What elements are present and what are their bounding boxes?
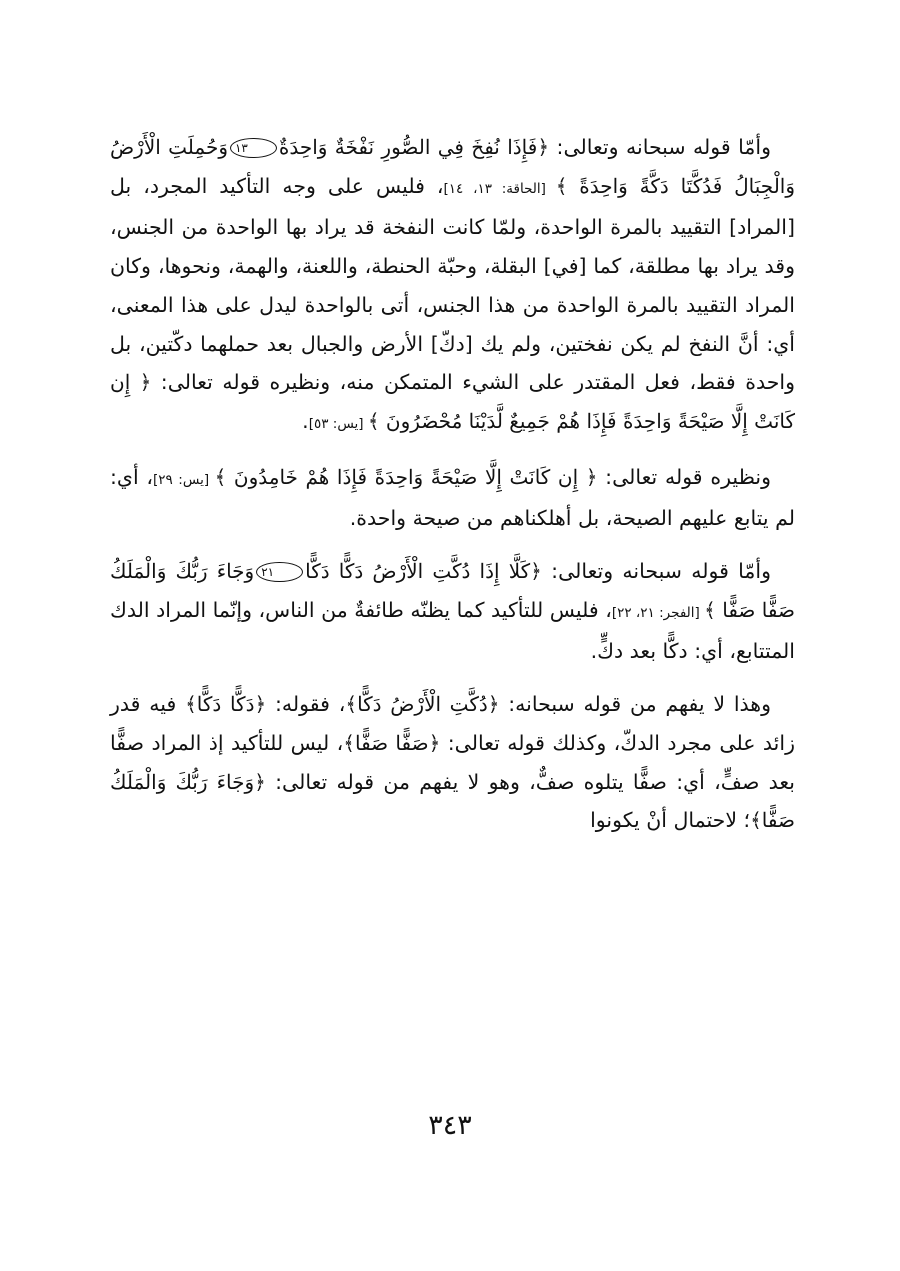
body-text: وأمّا قوله سبحانه وتعالى: — [549, 135, 771, 159]
verse-reference: [الحاقة: ١٣، ١٤] — [443, 180, 556, 197]
quran-verse: وَجَاءَ رَبُّكَ وَالْمَلَكُ صَفًّا صَفًّا ﴾ — [110, 559, 795, 622]
body-text: ، فليس للتأكيد كما يظنّه طائفةٌ من الناس، وإنّما المراد الدك المتتابع، أي: دكًّا بعد دكٍّ. — [110, 597, 795, 664]
quran-verse: ﴿صَفًّا صَفًّا﴾ — [343, 730, 441, 755]
quran-verse: ﴿وَجَاءَ رَبُّكَ وَالْمَلَكُ صَفًّا﴾ — [110, 769, 795, 833]
verse-reference: [الفجر: ٢١، ٢٢] — [611, 604, 705, 621]
paragraph — [110, 128, 795, 444]
quran-verse: ﴿ إِن كَانَتْ إِلَّا صَيْحَةً وَاحِدَةً فَإِذَا هُمْ جَمِيعٌ لَّدَيْنَا مُحْضَرُونَ ﴾ — [110, 370, 795, 433]
page-body — [110, 128, 795, 840]
quran-verse: ﴿كَلَّا إِذَا دُكَّتِ الْأَرْضُ دَكًّا دَكًّا — [305, 559, 542, 584]
body-text: ، أي: لم يتابع عليهم الصيحة، بل أهلكناهم من صيحة واحدة. — [110, 464, 795, 531]
ayah-number-marker: ١٣ — [230, 138, 277, 158]
body-text: وأمّا قوله سبحانه وتعالى: — [541, 559, 771, 584]
paragraph — [110, 458, 795, 538]
quran-verse: ﴿ إِن كَانَتْ إِلَّا صَيْحَةً وَاحِدَةً فَإِذَا هُمْ خَامِدُونَ ﴾ — [214, 464, 598, 489]
paragraph — [110, 685, 795, 840]
ayah-number-marker: ٢١ — [256, 562, 303, 582]
body-text: ونظيره قوله تعالى: — [597, 464, 772, 489]
quran-verse: ﴿دَكًّا دَكًّا﴾ — [185, 692, 267, 717]
body-text: ، فليس على وجه التأكيد المجرد، بل [المراد] التقييد بالمرة الواحدة، ولمّا كانت النفخة قد يراد بها الواحدة من الجنس، وقد يراد بها مطلقة، كما [في] البقلة، وحبّة الحنطة، واللعنة، والهمة، ونحوها، وكان المراد التقييد بالمرة الواحدة من هذا الجنس، أتى بالواحدة ليدل على هذا المعنى، أي: أنَّ النفخ لم يكن نفختين، ولم يك [دكّ] الأرض والجبال بعد حملهما دكّتين، بل واحدة فقط، فعل المقتدر على الشيء المتمكن منه، ونظيره قوله تعالى: — [110, 173, 795, 395]
body-text: ، فقوله: — [266, 692, 346, 717]
verse-reference: [يس: ٢٩] — [153, 471, 215, 488]
body-text: وهذا لا يفهم من قوله سبحانه: — [499, 692, 771, 717]
quran-verse: ﴿دُكَّتِ الْأَرْضُ دَكًّا﴾ — [345, 692, 500, 717]
page-number: ٣٤٣ — [428, 1110, 472, 1141]
body-text: فيه قدر زائد على مجرد الدكّ، وكذلك قوله تعالى: — [110, 692, 795, 755]
quran-verse: ﴿فَإِذَا نُفِخَ فِي الصُّورِ نَفْخَةٌ وَاحِدَةٌ — [278, 135, 550, 159]
paragraph — [110, 552, 795, 671]
verse-reference: [يس: ٥٣] — [308, 415, 368, 432]
body-text: . — [302, 408, 309, 433]
body-text: ، ليس للتأكيد إذ المراد صفًّا بعد صفٍّ، أي: صفًّا يتلوه صفٌّ، وهو لا يفهم من قوله تعالى: — [110, 730, 795, 794]
body-text: ؛ لاحتمال أنْ يكونوا — [590, 808, 751, 833]
quran-verse: وَحُمِلَتِ الْأَرْضُ وَالْجِبَالُ فَدُكَّتَا دَكَّةً وَاحِدَةً ﴾ — [110, 135, 796, 198]
